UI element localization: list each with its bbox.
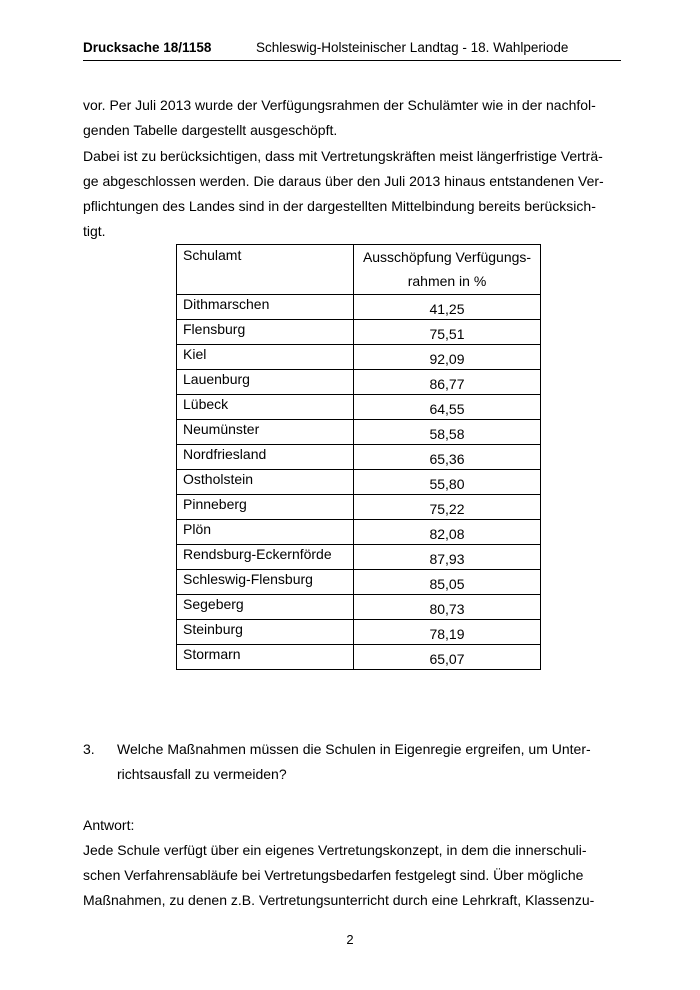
text-line: ge abgeschlossen werden. Die daraus über den Juli 2013 hinaus entstandenen Ver- bbox=[83, 172, 604, 189]
answer-label: Antwort: bbox=[83, 817, 135, 833]
header-ausschoepfung-line2: rahmen in % bbox=[407, 273, 487, 289]
table-row bbox=[177, 420, 541, 445]
table-row bbox=[177, 445, 541, 470]
text-line: pflichtungen des Landes sind in der dargestellten Mittelbindung bereits berücksich- bbox=[83, 197, 596, 214]
text-line: schen Verfahrensabläufe bei Vertretungsbedarfen festgelegt sind. Über mögliche bbox=[83, 866, 584, 883]
ausschoepfung-value-cell: 82,08 bbox=[354, 520, 541, 545]
table-header-row bbox=[177, 245, 541, 295]
ausschoepfung-value-cell: 65,36 bbox=[354, 445, 541, 470]
table-row bbox=[177, 495, 541, 520]
schulamt-name-cell: Pinneberg bbox=[177, 495, 354, 520]
schulamt-name-cell: Stormarn bbox=[177, 645, 354, 670]
schulamt-name-cell: Neumünster bbox=[177, 420, 354, 445]
schulamt-name-cell: Dithmarschen bbox=[177, 295, 354, 320]
schulamt-name-cell: Steinburg bbox=[177, 620, 354, 645]
text-line: vor. Per Juli 2013 wurde der Verfügungsrahmen der Schulämter wie in der nachfol- bbox=[83, 97, 596, 113]
ausschoepfung-value-cell: 55,80 bbox=[354, 470, 541, 495]
page-header bbox=[83, 36, 621, 61]
table-row bbox=[177, 470, 541, 495]
header-schulamt: Schulamt bbox=[177, 245, 354, 295]
table-row bbox=[177, 570, 541, 595]
table-row bbox=[177, 545, 541, 570]
budget-utilization-table bbox=[176, 244, 541, 670]
table-row bbox=[177, 520, 541, 545]
paragraph-intro bbox=[83, 93, 623, 143]
schulamt-name-cell: Kiel bbox=[177, 345, 354, 370]
schulamt-name-cell: Nordfriesland bbox=[177, 445, 354, 470]
table-row bbox=[177, 345, 541, 370]
text-line: Maßnahmen, zu denen z.B. Vertretungsunterricht durch eine Lehrkraft, Klassenzu- bbox=[83, 891, 595, 908]
header-ausschoepfung bbox=[354, 245, 541, 295]
schulamt-name-cell: Segeberg bbox=[177, 595, 354, 620]
ausschoepfung-value-cell: 86,77 bbox=[354, 370, 541, 395]
ausschoepfung-value-cell: 65,07 bbox=[354, 645, 541, 670]
ausschoepfung-value-cell: 87,93 bbox=[354, 545, 541, 570]
ausschoepfung-value-cell: 41,25 bbox=[354, 295, 541, 320]
table-row bbox=[177, 645, 541, 670]
ausschoepfung-value-cell: 85,05 bbox=[354, 570, 541, 595]
ausschoepfung-value-cell: 75,51 bbox=[354, 320, 541, 345]
paragraph-note bbox=[83, 144, 623, 244]
document-number: Drucksache 18/1158 bbox=[83, 40, 212, 55]
table-row bbox=[177, 320, 541, 345]
table-row bbox=[177, 620, 541, 645]
schulamt-name-cell: Schleswig-Flensburg bbox=[177, 570, 354, 595]
text-line: Dabei ist zu berücksichtigen, dass mit Vertretungskräften meist längerfristige Verträ- bbox=[83, 148, 603, 164]
table-body bbox=[177, 295, 541, 670]
schulamt-name-cell: Ostholstein bbox=[177, 470, 354, 495]
schulamt-name-cell: Lübeck bbox=[177, 395, 354, 420]
text-line: richtsausfall zu vermeiden? bbox=[117, 765, 287, 782]
question-text bbox=[117, 737, 622, 787]
text-line: Welche Maßnahmen müssen die Schulen in Eigenregie ergreifen, um Unter- bbox=[117, 741, 591, 757]
text-line: genden Tabelle dargestellt ausgeschöpft. bbox=[83, 121, 338, 138]
ausschoepfung-value-cell: 75,22 bbox=[354, 495, 541, 520]
schulamt-name-cell: Flensburg bbox=[177, 320, 354, 345]
table-row bbox=[177, 395, 541, 420]
schulamt-name-cell: Lauenburg bbox=[177, 370, 354, 395]
answer-paragraph bbox=[83, 838, 623, 913]
table-row bbox=[177, 595, 541, 620]
header-ausschoepfung-line1: Ausschöpfung Verfügungs- bbox=[362, 249, 532, 265]
document-title: Schleswig-Holsteinischer Landtag - 18. Wahlperiode bbox=[256, 40, 569, 55]
page-number: 2 bbox=[346, 932, 354, 947]
ausschoepfung-value-cell: 92,09 bbox=[354, 345, 541, 370]
text-line: tigt. bbox=[83, 222, 106, 239]
ausschoepfung-value-cell: 80,73 bbox=[354, 595, 541, 620]
text-line: Jede Schule verfügt über ein eigenes Vertretungskonzept, in dem die innerschuli- bbox=[83, 842, 587, 858]
ausschoepfung-value-cell: 64,55 bbox=[354, 395, 541, 420]
schulamt-name-cell: Plön bbox=[177, 520, 354, 545]
table-row bbox=[177, 295, 541, 320]
question-number: 3. bbox=[83, 741, 95, 757]
ausschoepfung-value-cell: 58,58 bbox=[354, 420, 541, 445]
table-row bbox=[177, 370, 541, 395]
schulamt-name-cell: Rendsburg-Eckernförde bbox=[177, 545, 354, 570]
ausschoepfung-value-cell: 78,19 bbox=[354, 620, 541, 645]
